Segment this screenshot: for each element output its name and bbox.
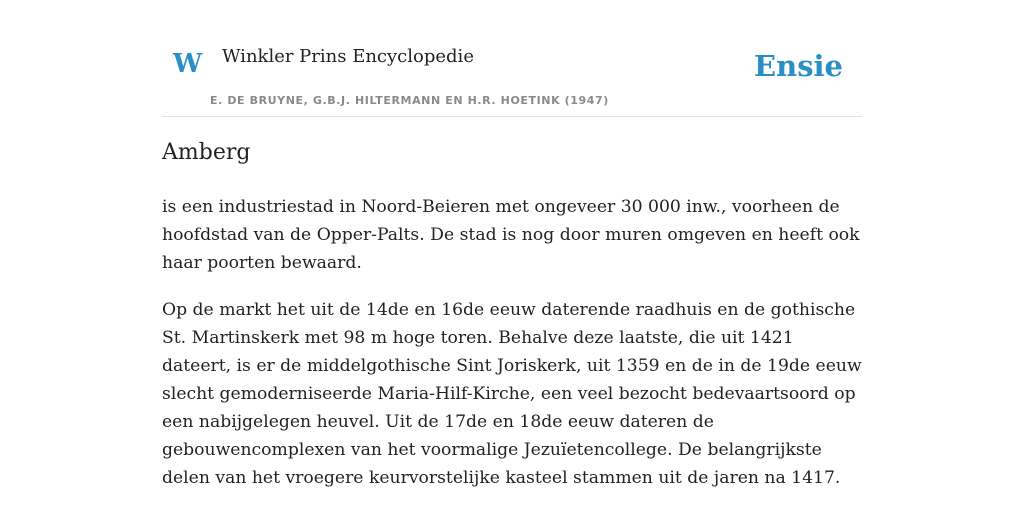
ensie-logo[interactable]: Ensie <box>754 49 843 83</box>
entry-title: Amberg <box>162 140 251 165</box>
entry-paragraph: is een industriestad in Noord-Beieren met ongeveer 30 000 inw., voorheen de hoofdstad van de Opper-Palts. De stad is nog door muren omgeven en heeft ook haar poorten bewaard. <box>162 196 860 273</box>
publication-header <box>162 0 862 117</box>
entry-content <box>162 138 862 511</box>
publication-logo-icon[interactable]: W <box>173 49 203 79</box>
publication-title[interactable]: Winkler Prins Encyclopedie <box>222 46 474 67</box>
publication-authors: E. DE BRUYNE, G.B.J. HILTERMANN EN H.R. HOETINK (1947) <box>210 94 609 107</box>
entry-paragraph: Op de markt het uit de 14de en 16de eeuw daterende raadhuis en de gothische St. Martinskerk met 98 m hoge toren. Behalve deze laatste, die uit 1421 dateert, is er de middelgothische Sint Joriskerk, uit 1359 en de in de 19de eeuw slecht gemoderniseerde Maria-Hilf-Kirche, een veel bezocht bedevaartsoord op een nabijgelegen heuvel. Uit de 17de en 18de eeuw dateren de gebouwencomplexen van het voormalige Jezuïetencollege. De belangrijkste delen van het vroegere keurvorstelijke kasteel stammen uit de jaren na 1417. <box>162 299 862 488</box>
